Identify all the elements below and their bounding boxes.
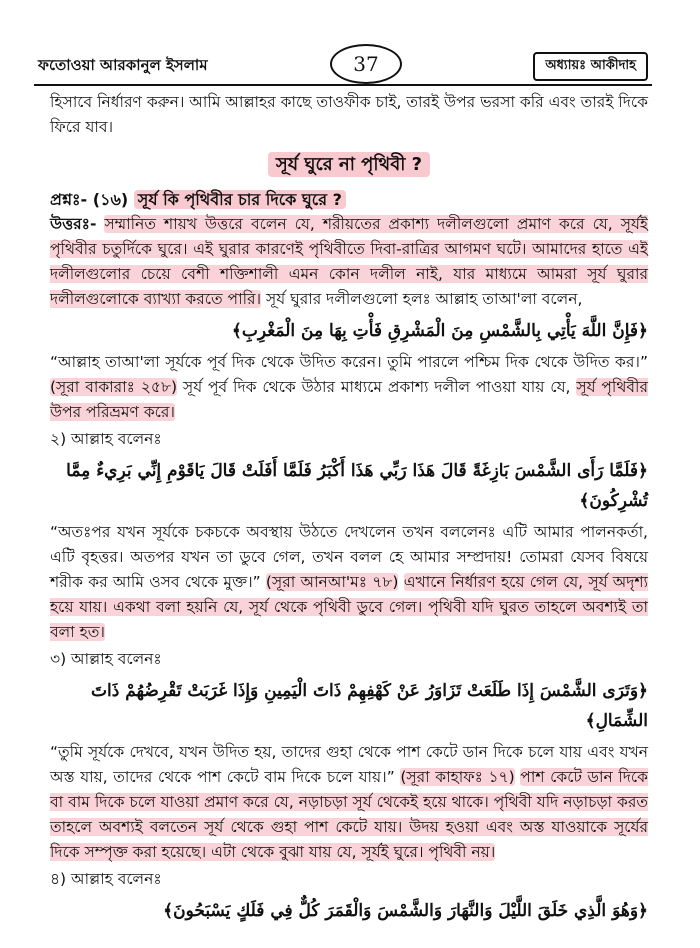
ayah-2-explanation: [50, 520, 648, 645]
ayah-3-heading: ৩) আল্লাহ বলেনঃ: [50, 650, 162, 668]
ayah-3-explanation: [50, 740, 648, 865]
section-title: [50, 150, 648, 181]
ayah-2-comment: এখানে নির্ধারণ হয়ে গেল যে, সূর্য অদৃশ্য হয়ে যায়। একথা বলা হয়নি যে, সূর্য থেকে পৃথিবী ডুবে গেল। পৃথিবী যদি ঘুরত তাহলে অবশ্যই তা বলা হত।: [50, 573, 649, 641]
ayah-3-translation: “তুমি সূর্যকে দেখবে, যখন উদিত হয়, তাদের গুহা থেকে পাশ কেটে ডান দিকে চলে যায় এবং যখন অস্ত যায়, তাদের থেকে পাশ কেটে বাম দিকে চলে যায়।”: [50, 743, 648, 786]
ayah-1-reference: (সূরা বাকারাঃ ২৫৮): [50, 378, 178, 396]
answer-text-highlighted: সম্মানিত শায়খ উত্তরে বলেন যে, শরীয়তের প্রকাশ্য দলীলগুলো প্রমাণ করে যে, সূর্যই পৃথিবীর চতুর্দিকে ঘুরে। এই ঘুরার কারণেই পৃথিবীতে দিবা-রাত্রির আগমণ ঘটে। আমাদের হাতে এই দলীলগুলোর চেয়ে বেশী শক্তিশালী এমন কোন দলীল নাই, যার মাধ্যমে আমরা সূর্য ঘুরার দলীলগুলোকে ব্যাখ্যা করতে পারি।: [50, 215, 648, 308]
ayah-4-arabic: ﴿وَهُوَ الَّذِي خَلَقَ اللَّيْلَ وَالنَّهَارَ وَالشَّمْسَ وَالْقَمَرَ كُلٌّ فِي فَلَكٍ يَسْبَحُونَ﴾: [163, 901, 648, 921]
ayah-3-reference: (সূরা কাহাফঃ ১৭): [400, 768, 515, 786]
page-header: [38, 44, 648, 84]
page-body: [50, 90, 648, 930]
question: [50, 187, 648, 212]
ayah-4-heading: ৪) আল্লাহ বলেনঃ: [50, 870, 162, 888]
answer-label: উত্তরঃ-: [50, 215, 97, 233]
ayah-3-arabic: ﴿وَتَرَى الشَّمْسَ إِذَا طَلَعَتْ تَزَاوَرُ عَنْ كَهْفِهِمْ ذَاتَ الْيَمِينِ وَإِذَا غَرَبَتْ تَقْرِضُهُمْ ذَاتَ الشِّمَالِ﴾: [90, 681, 648, 731]
question-text: সূর্য কি পৃথিবীর চার দিকে ঘুরে ?: [134, 190, 346, 209]
ayah-2-heading: ২) আল্লাহ বলেনঃ: [50, 430, 162, 448]
book-title: ফতোওয়া আরকানুল ইসলাম: [38, 56, 208, 74]
header-divider: [34, 84, 652, 86]
ayah-2-reference: (সূরা আনআ'মঃ ৭৮): [265, 573, 399, 591]
ayah-1-arabic: ﴿فَإِنَّ اللَّهَ يَأْتِي بِالشَّمْسِ مِنَ الْمَشْرِقِ فَأْتِ بِهَا مِنَ الْمَغْرِبِ﴾: [231, 321, 648, 341]
ayah-3-comment: পাশ কেটে ডান দিকে বা বাম দিকে চলে যাওয়া প্রমাণ করে যে, নড়াচড়া সূর্য থেকেই হয়ে থাকে। পৃথিবী যদি নড়াচড়া করত তাহলে অবশ্যই বলতেন সূর্য থেকে গুহা পাশ কেটে যায়। উদয় হওয়া এবং অস্ত যাওয়াকে সূর্যের দিকে সম্পৃক্ত করা হয়েছে। এটা থেকে বুঝা যায় যে, সূর্যই ঘুরে। পৃথিবী নয়।: [50, 768, 648, 861]
ayah-1-translation: “আল্লাহ তাআ'লা সূর্যকে পূর্ব দিক থেকে উদিত করেন। তুমি পারলে পশ্চিম দিক থেকে উদিত কর।”: [50, 353, 648, 371]
answer-paragraph: [50, 212, 648, 312]
answer-text: সূর্য ঘুরার দলীলগুলো হলঃ আল্লাহ তাআ'লা বলেন,: [266, 290, 583, 308]
section-title-text: সূর্য ঘুরে না পৃথিবী ?: [268, 152, 430, 177]
ayah-1-explanation: [50, 350, 648, 425]
chapter-label: অধ্যায়ঃ আকীদাহ: [533, 52, 648, 81]
ayah-2-translation: “অতঃপর যখন সূর্যকে চকচকে অবস্থায় উঠতে দেখলেন তখন বললেনঃ এটি আমার পালনকর্তা, এটি বৃহত্তর। অতপর যখন তা ডুবে গেল, তখন বলল হে আমার সম্প্রদায়! তোমরা যেসব বিষয়ে শরীক কর আমি ওসব থেকে মুক্ত।”: [50, 523, 648, 591]
page-number: 37: [330, 44, 402, 84]
ayah-2-arabic: ﴿فَلَمَّا رَأَى الشَّمْسَ بَازِغَةً قَالَ هَذَا رَبِّي هَذَا أَكْبَرُ فَلَمَّا أَفَلَتْ قَالَ يَاقَوْمِ إِنِّي بَرِيءٌ مِمَّا تُشْرِكُونَ﴾: [66, 461, 648, 511]
ayah-1-comment-highlight: সূর্য পৃথিবীর উপর পরিভ্রমণ করে।: [50, 378, 648, 421]
question-label: প্রশ্নঃ- (১৬): [50, 190, 129, 209]
ayah-1-comment: সূর্য পূর্ব দিক থেকে উঠার মাধ্যমে প্রকাশ্য দলীল পাওয়া যায় যে,: [182, 378, 571, 396]
intro-paragraph: হিসাবে নির্ধারণ করুন। আমি আল্লাহর কাছে তাওফীক চাই, তারই উপর ভরসা করি এবং তারই দিকে ফিরে যাব।: [50, 93, 648, 136]
